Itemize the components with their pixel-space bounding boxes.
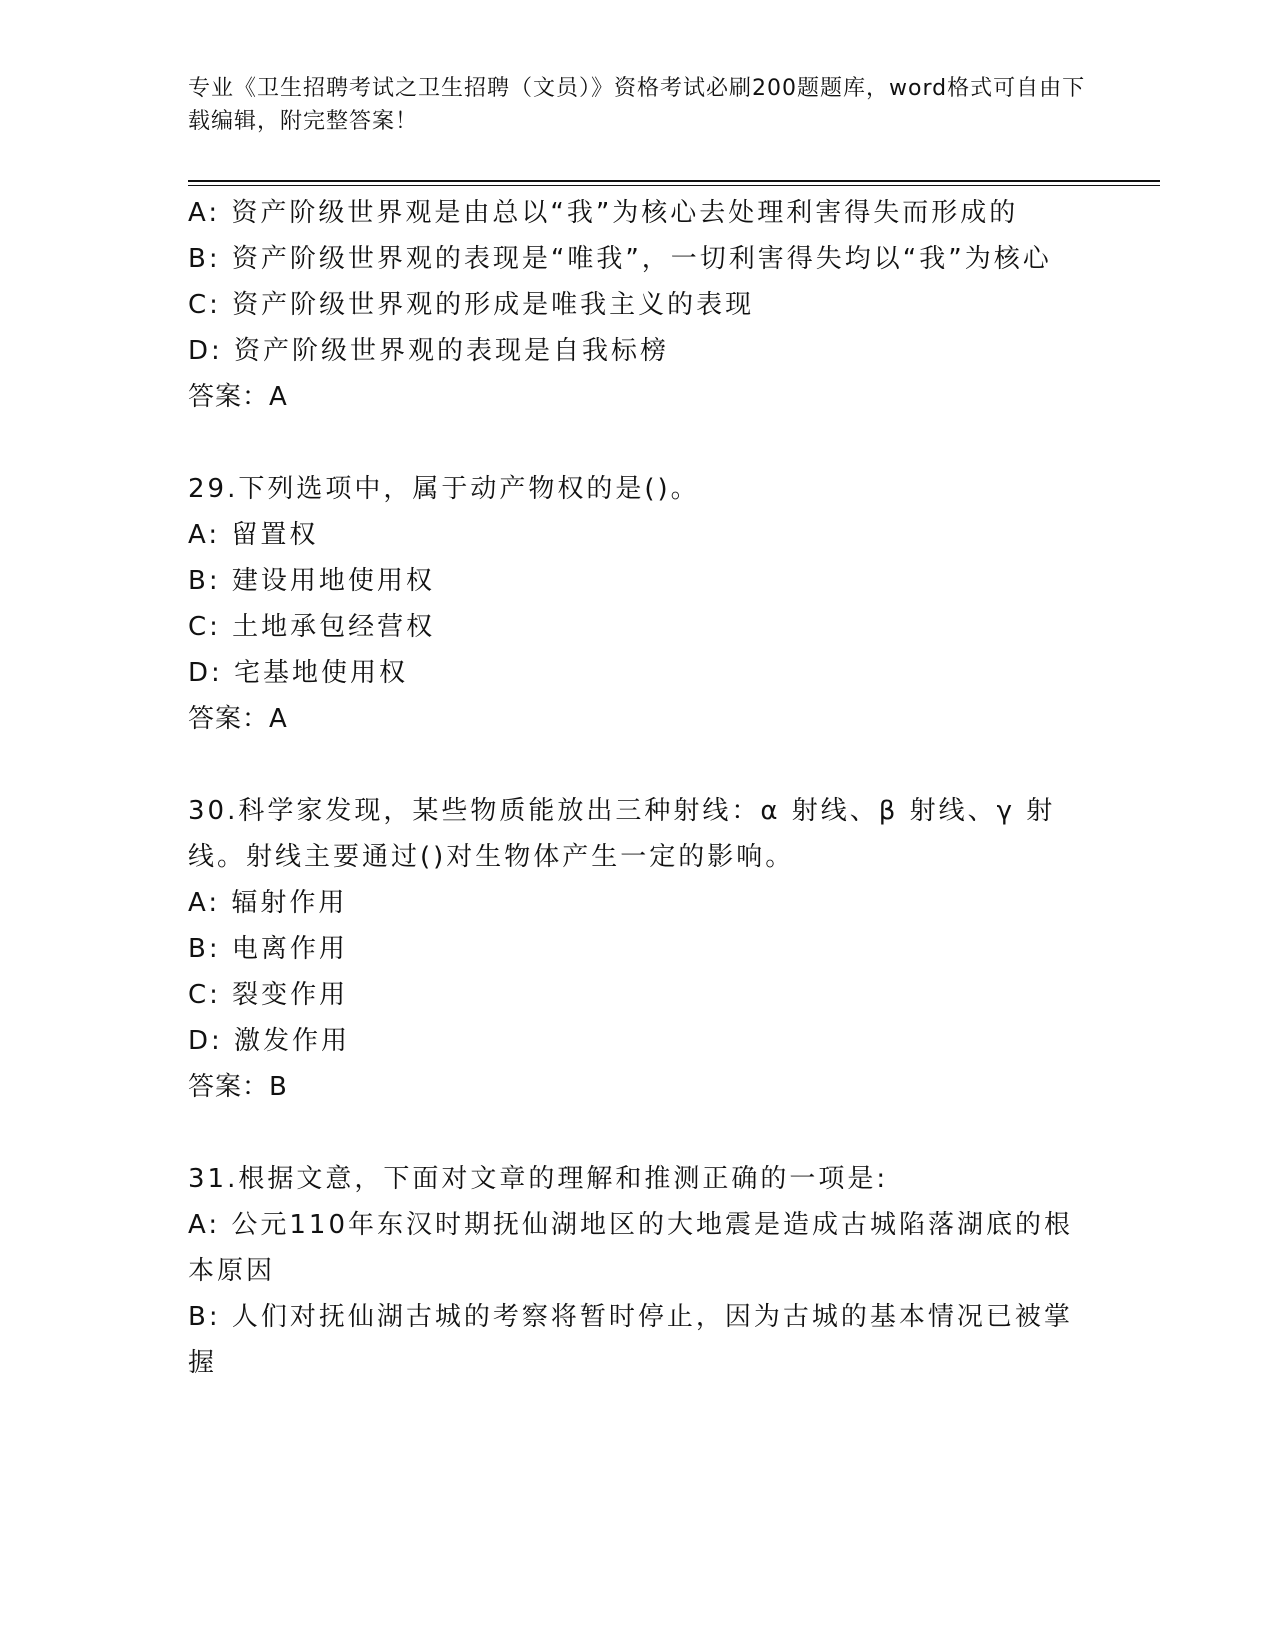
option-b: B: 人们对抚仙湖古城的考察将暂时停止，因为古城的基本情况已被掌握 [188, 1302, 1073, 1378]
question-block-30 [188, 788, 1078, 1110]
answer-line: 答案：A [188, 382, 288, 412]
header-divider-thin [188, 185, 1160, 186]
option-d: D: 资产阶级世界观的表现是自我标榜 [188, 336, 670, 366]
question-block-31 [188, 1156, 1078, 1386]
option-a: A: 公元110年东汉时期抚仙湖地区的大地震是造成古城陷落湖底的根本原因 [188, 1210, 1073, 1286]
header-divider [188, 180, 1160, 182]
option-c: C: 资产阶级世界观的形成是唯我主义的表现 [188, 290, 755, 320]
question-block-28 [188, 190, 1078, 420]
question-list [188, 190, 1078, 1386]
answer-line: 答案：B [188, 1072, 288, 1102]
option-d: D: 激发作用 [188, 1026, 351, 1056]
option-d: D: 宅基地使用权 [188, 658, 409, 688]
option-a: A: 留置权 [188, 520, 319, 550]
question-text: 29.下列选项中，属于动产物权的是()。 [188, 474, 700, 504]
answer-line: 答案：A [188, 704, 288, 734]
option-b: B: 建设用地使用权 [188, 566, 435, 596]
option-c: C: 裂变作用 [188, 980, 349, 1010]
option-a: A: 资产阶级世界观是由总以“我”为核心去处理利害得失而形成的 [188, 198, 1019, 228]
option-b: B: 电离作用 [188, 934, 348, 964]
document-header: 专业《卫生招聘考试之卫生招聘（文员）》资格考试必刷200题题库，word格式可自由下载编辑，附完整答案！ [188, 76, 1086, 134]
question-text: 30.科学家发现，某些物质能放出三种射线：α 射线、β 射线、γ 射线。射线主要通过()对生物体产生一定的影响。 [188, 796, 1056, 872]
question-block-29 [188, 466, 1078, 742]
option-b: B: 资产阶级世界观的表现是“唯我”，一切利害得失均以“我”为核心 [188, 244, 1052, 274]
question-text: 31.根据文意，下面对文章的理解和推测正确的一项是: [188, 1164, 889, 1194]
option-c: C: 土地承包经营权 [188, 612, 436, 642]
option-a: A: 辐射作用 [188, 888, 348, 918]
